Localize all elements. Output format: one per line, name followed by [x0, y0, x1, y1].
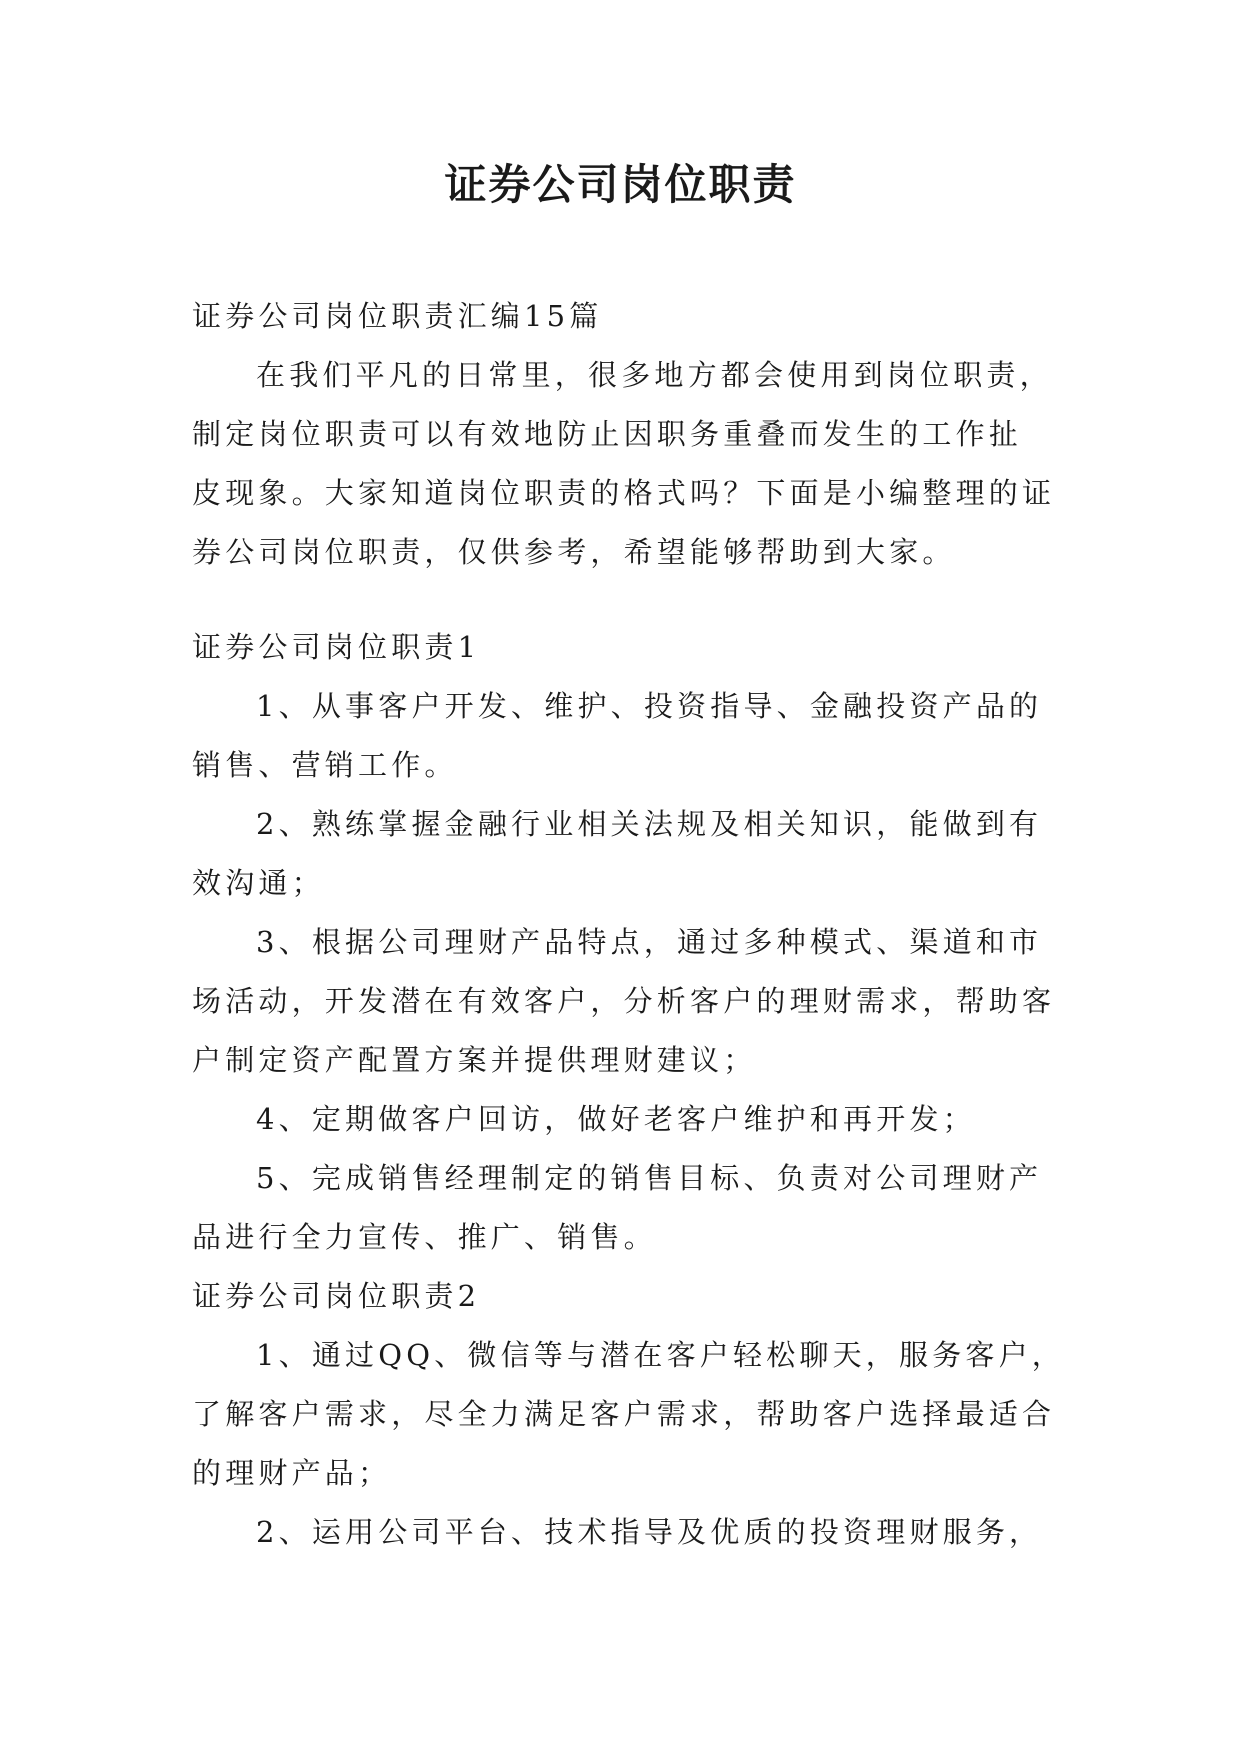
list-item-line: 销售、营销工作。: [192, 748, 458, 782]
intro-line: 制定岗位职责可以有效地防止因职务重叠而发生的工作扯: [192, 417, 1023, 451]
list-item-line: 的理财产品；: [192, 1456, 392, 1490]
list-item-line: 品进行全力宣传、推广、销售。: [192, 1220, 657, 1254]
document-title: 证券公司岗位职责: [444, 160, 797, 209]
list-item-line: 场活动，开发潜在有效客户，分析客户的理财需求，帮助客: [192, 984, 1056, 1018]
document-body: [192, 287, 1066, 1562]
list-item-line: 效沟通；: [192, 866, 325, 900]
list-item-line: 了解客户需求，尽全力满足客户需求，帮助客户选择最适合: [192, 1397, 1056, 1431]
document-subtitle: 证券公司岗位职责汇编15篇: [192, 299, 603, 333]
list-item-line: 5、完成销售经理制定的销售目标、负责对公司理财产: [256, 1161, 1043, 1195]
paragraph-gap: [192, 582, 1062, 618]
intro-line: 券公司岗位职责，仅供参考，希望能够帮助到大家。: [192, 535, 956, 569]
intro-line: 在我们平凡的日常里，很多地方都会使用到岗位职责，: [256, 358, 1053, 392]
list-item-line: 2、运用公司平台、技术指导及优质的投资理财服务，: [256, 1515, 1043, 1549]
list-item-line: 1、从事客户开发、维护、投资指导、金融投资产品的: [256, 689, 1043, 723]
list-item-line: 2、熟练掌握金融行业相关法规及相关知识，能做到有: [256, 807, 1043, 841]
section-heading: 证券公司岗位职责1: [192, 630, 481, 664]
list-item-line: 1、通过QQ、微信等与潜在客户轻松聊天，服务客户，: [256, 1338, 1066, 1372]
list-item-line: 3、根据公司理财产品特点，通过多种模式、渠道和市: [256, 925, 1043, 959]
intro-line: 皮现象。大家知道岗位职责的格式吗？下面是小编整理的证: [192, 476, 1056, 510]
section-heading: 证券公司岗位职责2: [192, 1279, 481, 1313]
list-item-line: 户制定资产配置方案并提供理财建议；: [192, 1043, 757, 1077]
list-item-line: 4、定期做客户回访，做好老客户维护和再开发；: [256, 1102, 976, 1136]
